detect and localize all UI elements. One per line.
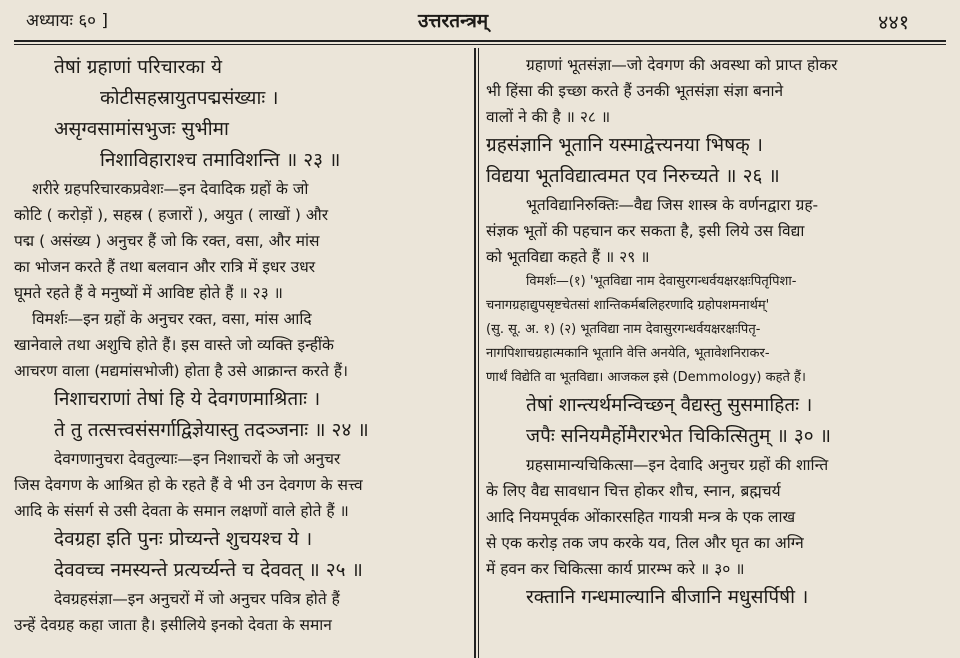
verse-line: देववच्च नमस्यन्ते प्रत्यर्च्यन्ते च देववत् ॥ २५ ॥ [54, 559, 363, 581]
commentary-line: का भोजन करते हैं तथा बलवान और रात्रि में इधर उधर [14, 258, 316, 276]
commentary-line: शरीरे ग्रहपरिचारकप्रवेशः—इन देवादिक ग्रहों के जो [32, 180, 309, 198]
commentary-line: भी हिंसा की इच्छा करते हैं उनकी भूतसंज्ञा संज्ञा बनाने [486, 82, 784, 100]
commentary-line: में हवन कर चिकित्सा कार्य प्रारम्भ करे ॥ ३० ॥ [486, 560, 745, 578]
verse-line: जपैः सनियमैर्होमैरारभेत चिकित्सितुम् ॥ ३० ॥ [526, 425, 832, 447]
commentary-line: वालों ने की है ॥ २८ ॥ [486, 108, 611, 126]
verse-line: तेषां ग्रहाणां परिचारका ये [54, 56, 223, 78]
commentary-line: संज्ञक भूतों की पहचान कर सकता है, इसी लिये उस विद्या [486, 222, 805, 240]
commentary-line: ग्रहसामान्यचिकित्सा—इन देवादि अनुचर ग्रहों की शान्ति [526, 456, 829, 474]
left-column [14, 52, 466, 658]
right-column [486, 52, 948, 658]
note-line: नागपिशाचग्रहात्मकानि भूतानि वेत्ति अनयेति, भूतावेशनिराकर- [486, 346, 770, 361]
commentary-line: खानेवाले तथा अशुचि होते हैं। इस वास्ते जो व्यक्ति इन्हींके [14, 336, 334, 354]
verse-line: ते तु तत्सत्त्वसंसर्गाद्विज्ञेयास्तु तदञ्जनाः ॥ २४ ॥ [54, 419, 369, 441]
commentary-line: भूतविद्यानिरुक्तिः—वैद्य जिस शास्त्र के वर्णनद्वारा ग्रह- [526, 196, 819, 214]
commentary-line: कोटि ( करोड़ों ), सहस्र ( हजारों ), अयुत ( लाखों ) और [14, 206, 329, 224]
verse-line: निशाविहाराश्च तमाविशन्ति ॥ २३ ॥ [100, 149, 341, 171]
commentary-line: आदि नियमपूर्वक ओंकारसहित गायत्री मन्त्र के एक लाख [486, 508, 796, 526]
verse-line: कोटीसहस्रायुतपद्मसंख्याः । [100, 87, 279, 109]
verse-line: तेषां शान्त्यर्थमन्विच्छन् वैद्यस्तु सुसमाहितः । [526, 394, 813, 416]
note-line: (सु. सू. अ. १) (२) भूतविद्या नाम देवासुरगन्धर्वयक्षरक्षःपितृ- [486, 322, 761, 337]
commentary-line: से एक करोड़ तक जप करके यव, तिल और घृत का अग्नि [486, 534, 804, 552]
header-rule-top [14, 40, 946, 42]
commentary-line: देवग्रहसंज्ञा—इन अनुचरों में जो अनुचर पवित्र होते हैं [54, 590, 340, 608]
commentary-line: ग्रहाणां भूतसंज्ञा—जो देवगण की अवस्था को प्राप्त होकर [526, 56, 838, 74]
note-line: विमर्शः—(१) 'भूतविद्या नाम देवासुरगन्धर्वयक्षरक्षःपितृपिशा- [526, 274, 797, 289]
note-line: णार्थं विद्येति वा भूतविद्या। आजकल इसे (Demmology) कहते हैं। [486, 370, 806, 385]
commentary-line: घूमते रहते हैं वे मनुष्यों में आविष्ट होते हैं ॥ २३ ॥ [14, 284, 283, 302]
verse-line: ग्रहसंज्ञानि भूतानि यस्माद्वेत्त्यनया भिषक् । [486, 134, 763, 156]
commentary-line: आदि के संसर्ग से उसी देवता के समान लक्षणों वाले होते हैं ॥ [14, 502, 349, 520]
verse-line: रक्तानि गन्धमाल्यानि बीजानि मधुसर्पिषी । [526, 586, 809, 608]
commentary-line: देवगणानुचरा देवतुल्याः—इन निशाचरों के जो अनुचर [54, 450, 341, 468]
note-line: चनागग्रहाद्युपसृष्टचेतसां शान्तिकर्मबलिहरणादि ग्रहोपशमनार्थम्' [486, 298, 770, 313]
header-rule-bottom [14, 44, 946, 45]
page-header [0, 0, 960, 40]
column-divider-inner [478, 48, 479, 658]
commentary-line: उन्हें देवग्रह कहा जाता है। इसीलिये इनको देवता के समान [14, 616, 332, 634]
commentary-line: के लिए वैद्य सावधान चित्त होकर शौच, स्नान, ब्रह्मचर्य [486, 482, 781, 500]
chapter-label: अध्यायः ६० ] [26, 11, 109, 31]
verse-line: विद्यया भूतविद्यात्वमत एव निरुच्यते ॥ २६ ॥ [486, 165, 780, 187]
commentary-line: आचरण वाला (मद्यमांसभोजी) होता है उसे आक्रान्त करते हैं। [14, 362, 348, 380]
verse-line: देवग्रहा इति पुनः प्रोच्यन्ते शुचयश्च ये । [54, 528, 313, 550]
verse-line: निशाचराणां तेषां हि ये देवगणमाश्रिताः । [54, 388, 321, 410]
running-title: उत्तरतन्त्रम् [418, 10, 489, 32]
commentary-line: पद्म ( असंख्य ) अनुचर हैं जो कि रक्त, वसा, और मांस [14, 232, 320, 250]
commentary-line: को भूतविद्या कहते हैं ॥ २९ ॥ [486, 248, 650, 266]
column-divider [474, 48, 476, 658]
commentary-line: जिस देवगण के आश्रित हो के रहते हैं वे भी उन देवगण के सत्त्व [14, 476, 363, 494]
verse-line: असृग्वसामांसभुजः सुभीमा [54, 118, 229, 140]
commentary-line: विमर्शः—इन ग्रहों के अनुचर रक्त, वसा, मांस आदि [32, 310, 312, 328]
page-number: ४४१ [878, 10, 910, 34]
